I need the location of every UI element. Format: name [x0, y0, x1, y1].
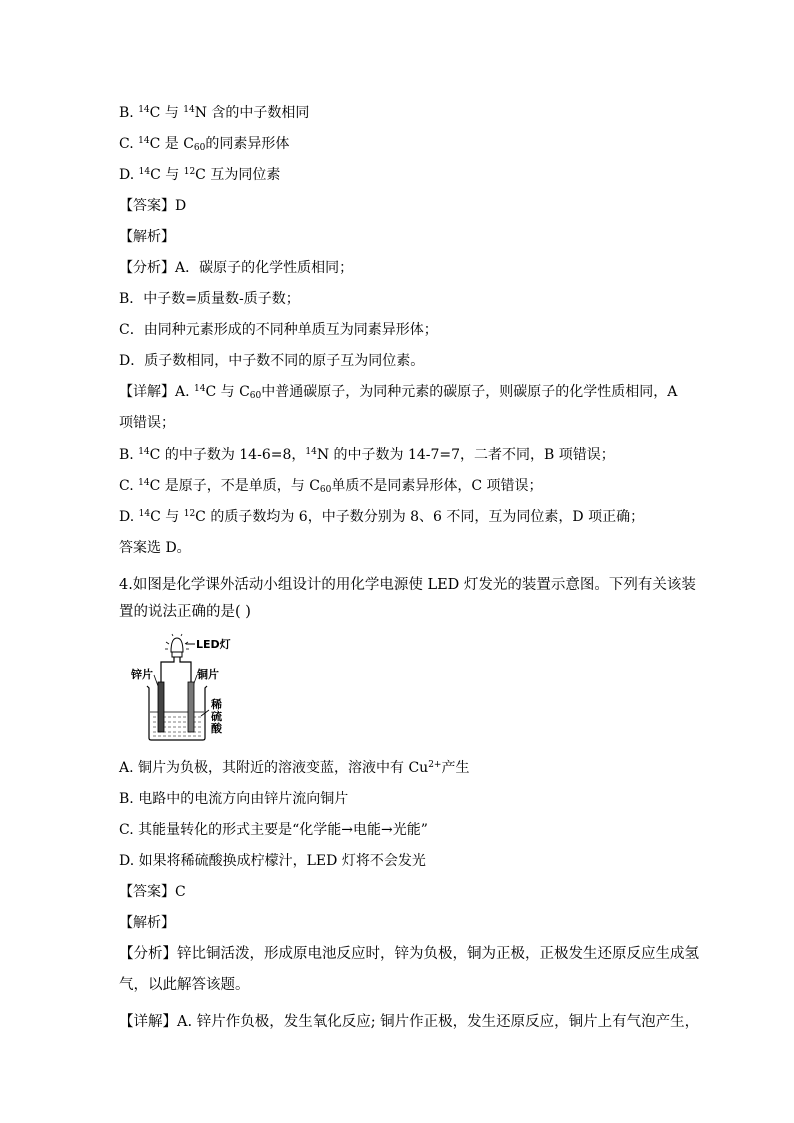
- superscript: 12: [183, 167, 196, 177]
- analysis-d: [119, 352, 424, 370]
- acid-label-2: 硫: [211, 710, 222, 723]
- answer-line-2: [119, 883, 186, 901]
- text-run: C 与: [149, 105, 184, 121]
- detail-a: [119, 383, 677, 401]
- text-run: C 与 C: [205, 384, 250, 400]
- text-run: C 的质子数均为 6，中子数分别为 8、6 不同，互为同位素，D 项正确；: [195, 509, 645, 525]
- text-run: 4.如图是化学课外活动小组设计的用化学电源使 LED 灯发光的装置示意图。下列有关该装: [119, 577, 696, 593]
- superscript: 14: [194, 384, 206, 394]
- text-run: C 互为同位素: [195, 167, 281, 183]
- superscript: 14: [138, 478, 150, 488]
- subscript: 60: [319, 485, 332, 495]
- text-run: 【答案】D: [119, 198, 187, 214]
- option-d-line: [119, 166, 280, 184]
- answer-choice: [119, 539, 191, 557]
- text-run: C 与: [150, 509, 184, 525]
- superscript: 14: [138, 509, 151, 519]
- option-c-line: [119, 135, 289, 153]
- text-run: C 与: [150, 167, 184, 183]
- zinc-label: 锌片: [131, 668, 153, 681]
- choice-c: [119, 821, 428, 839]
- analysis-c: [119, 321, 438, 339]
- superscript: 2+: [428, 760, 442, 770]
- analysis-b: [119, 290, 300, 308]
- analysis-line-2: [119, 945, 699, 963]
- detail-line-2: [119, 1013, 699, 1031]
- text-run: 答案选 D。: [119, 540, 191, 556]
- text-run: 【详解】A. 锌片作负极，发生氧化反应; 铜片作正极，发生还原反应，铜片上有气泡产生，: [119, 1014, 700, 1030]
- text-run: N 的中子数为 14-7=7，二者不同，B 项错误；: [316, 447, 615, 463]
- choice-b: [119, 790, 348, 808]
- text-run: 【解析】: [119, 915, 175, 931]
- text-run: D.: [119, 509, 139, 525]
- analysis-line-2-cont: [119, 976, 250, 994]
- led-bulb-icon: [165, 634, 189, 657]
- acid-label-1: 稀: [211, 698, 222, 711]
- subscript: 60: [249, 391, 262, 401]
- text-run: 【解析】: [119, 229, 175, 245]
- choice-d: [119, 852, 426, 870]
- text-run: N 含的中子数相同: [194, 105, 310, 121]
- text-run: B．中子数=质量数-质子数；: [119, 291, 300, 307]
- text-run: 产生: [441, 760, 470, 776]
- text-run: 气，以此解答该题。: [119, 977, 250, 993]
- text-run: C.: [119, 478, 139, 494]
- text-run: 【答案】C: [119, 884, 186, 900]
- text-run: C. 其能量转化的形式主要是“化学能→电能→光能”: [119, 822, 428, 838]
- text-run: A. 铜片为负极，其附近的溶液变蓝，溶液中有 Cu: [119, 760, 429, 776]
- text-run: D. 如果将稀硫酸换成柠檬汁，LED 灯将不会发光: [119, 853, 426, 869]
- superscript: 14: [183, 105, 195, 115]
- copper-label: 铜片: [197, 668, 219, 681]
- superscript: 14: [138, 167, 151, 177]
- led-label: LED灯: [196, 638, 231, 651]
- text-run: C 是 C: [149, 136, 194, 152]
- detail-b: [119, 446, 615, 464]
- text-run: 的同素异形体: [205, 136, 290, 152]
- question-4-line2: [119, 603, 251, 621]
- text-run: 置的说法正确的是( ): [119, 604, 251, 620]
- option-b-line: [119, 104, 309, 122]
- superscript: 14: [305, 447, 317, 457]
- detail-c: [119, 477, 543, 495]
- text-run: 中普通碳原子，为同种元素的碳原子，则碳原子的化学性质相同，A: [261, 384, 678, 400]
- answer-line: [119, 197, 186, 215]
- text-run: C 的中子数为 14-6=8，: [149, 447, 306, 463]
- analysis-a: [119, 259, 353, 277]
- superscript: 14: [138, 447, 150, 457]
- text-run: 单质不是同素异形体，C 项错误；: [331, 478, 543, 494]
- text-run: 项错误；: [119, 415, 175, 431]
- text-run: B.: [119, 105, 139, 121]
- analysis-heading-2: [119, 914, 175, 932]
- subscript: 60: [193, 143, 206, 153]
- copper-electrode: [188, 682, 194, 732]
- superscript: 14: [138, 105, 150, 115]
- text-run: D.: [119, 167, 139, 183]
- detail-a-cont: [119, 414, 175, 432]
- text-run: B. 电路中的电流方向由锌片流向铜片: [119, 791, 349, 807]
- choice-a: [119, 759, 469, 777]
- text-run: D．质子数相同，中子数不同的原子互为同位素。: [119, 353, 425, 369]
- text-run: B.: [119, 447, 139, 463]
- zinc-electrode: [158, 682, 164, 732]
- text-run: 【分析】A．碳原子的化学性质相同；: [119, 260, 354, 276]
- text-run: 【分析】锌比铜活泼，形成原电池反应时，锌为负极，铜为正极，正极发生还原反应生成氢: [119, 946, 699, 962]
- text-run: C．由同种元素形成的不同种单质互为同素异形体；: [119, 322, 438, 338]
- superscript: 14: [138, 136, 150, 146]
- text-run: 【详解】A.: [119, 384, 195, 400]
- question-4-line1: [119, 576, 696, 594]
- text-run: C 是原子，不是单质，与 C: [149, 478, 320, 494]
- text-run: C.: [119, 136, 139, 152]
- detail-d: [119, 508, 644, 526]
- superscript: 12: [183, 509, 196, 519]
- acid-label-3: 酸: [211, 722, 222, 735]
- battery-diagram: [131, 634, 231, 744]
- analysis-heading: [119, 228, 175, 246]
